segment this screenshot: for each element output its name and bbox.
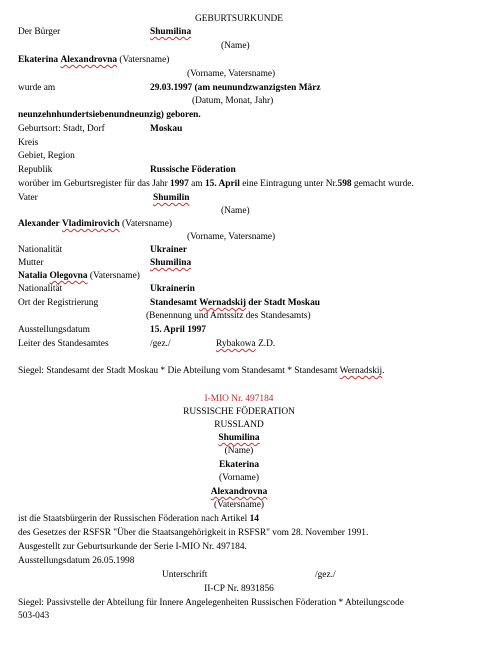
given-name: Ekaterina — [18, 55, 59, 65]
vorname-vatersname-hint: (Vorname, Vatersname) — [187, 69, 276, 79]
registry-office-text: Standesamt — [150, 298, 200, 308]
signature-gez-2: /gez./ — [315, 570, 336, 580]
full-name-line — [18, 55, 169, 66]
leiter-name — [216, 339, 275, 350]
citizen-patronymic-text: Alexandrovna — [210, 487, 268, 497]
mother-nationality: Ukrainerin — [150, 284, 195, 294]
mother-first-name: Natalia — [18, 271, 48, 281]
vater-label: Vater — [18, 193, 38, 203]
vatersname-hint: (Vatersname) — [89, 271, 140, 281]
siegel-text: . — [382, 366, 385, 376]
siegel-line-2: Siegel: Passivstelle der Abteilung für Innere Angelegenheiten Russischen Föderation * Abteilungscode — [18, 598, 404, 608]
mother-surname-text: Shumilina — [150, 258, 192, 268]
mother-surname — [150, 258, 191, 269]
registry-hint: (Benennung und Amtssitz des Standesamts) — [146, 311, 311, 321]
registry-office — [150, 298, 320, 309]
name-hint-2: (Name) — [221, 206, 250, 216]
citizen-patronymic — [0, 487, 478, 498]
father-surname-text: Shumilin — [153, 193, 190, 203]
register-date: 15. April — [204, 179, 240, 189]
citizen-text-3: Ausgestellt zur Geburtsurkunde der Serie I-MIO Nr. 497184. — [18, 542, 247, 552]
leiter-name-text: Rybakowa — [216, 339, 256, 349]
register-text: eine Eintragung unter Nr. — [239, 179, 338, 189]
citizen-date: Ausstellungsdatum 26.05.1998 — [18, 556, 135, 566]
nationalitaet-label-2: Nationalität — [18, 284, 63, 294]
gebiet-label: Gebiet, Region — [18, 151, 75, 161]
country-de: RUSSISCHE FÖDERATION — [183, 407, 295, 417]
patronymic: Alexandrovna — [60, 55, 118, 65]
register-text: worüber im Geburtsregister für das Jahr — [18, 179, 171, 189]
register-number: 598 — [337, 179, 352, 189]
citizen-text-2: des Gesetzes der RSFSR "Über die Staatsangehörigkeit in RSFSR" vom 28. November 1991. — [18, 528, 369, 538]
vatersname-hint-2: (Vatersname) — [214, 500, 264, 510]
birth-date: 29.03.1997 (am neunundzwanzigsten März — [150, 83, 321, 93]
republik-value: Russische Föderation — [150, 165, 236, 175]
vorname-vatersname-hint-2: (Vorname, Vatersname) — [187, 232, 276, 242]
document-title: GEBURTSURKUNDE — [195, 14, 283, 24]
name-hint-3: (Name) — [224, 446, 254, 456]
wurde-am-label: wurde am — [18, 83, 56, 93]
signature-gez: /gez./ — [150, 339, 171, 349]
department-code: 503-043 — [18, 611, 50, 621]
leiter-label: Leiter des Standesamtes — [18, 339, 109, 349]
vatersname-hint: (Vatersname) — [119, 55, 170, 65]
ort-label: Ort der Registrierung — [18, 298, 99, 308]
mother-patronymic: Olegovna — [49, 271, 88, 281]
mother-name-line — [18, 271, 140, 282]
birth-year-words: neunzehnhundertsiebenundneunzig) geboren. — [18, 110, 201, 120]
name-hint: (Name) — [221, 41, 250, 51]
issue-date: 15. April 1997 — [150, 325, 206, 335]
buerger-label: Der Bürger — [18, 27, 61, 37]
father-name-line — [18, 219, 172, 230]
register-text: am — [188, 179, 205, 189]
leiter-name-text: Z.D. — [255, 339, 276, 349]
registry-office-text: der Stadt Moskau — [245, 298, 321, 308]
register-year: 1997 — [170, 179, 189, 189]
father-first-name: Alexander — [18, 219, 60, 229]
citizen-text: ist die Staatsbürgerin der Russischen Föderation nach Artikel — [18, 514, 250, 524]
citizen-given-name: Ekaterina — [218, 460, 260, 470]
siegel-text: Wernadskij — [339, 366, 383, 376]
iicp-number: II-CP Nr. 8931856 — [204, 584, 274, 594]
ausstellungsdatum-label: Ausstellungsdatum — [18, 325, 90, 335]
father-surname — [153, 193, 189, 204]
mutter-label: Mutter — [18, 258, 44, 268]
serial-number: I-MIO Nr. 497184 — [204, 394, 274, 404]
surname-value — [150, 27, 191, 38]
vorname-hint: (Vorname) — [219, 473, 259, 483]
surname-text: Shumilina — [150, 27, 192, 37]
citizen-surname — [0, 433, 478, 444]
siegel-line-1 — [18, 366, 384, 377]
republik-label: Republik — [18, 165, 53, 175]
citizen-text-1 — [18, 514, 259, 525]
city-value: Moskau — [150, 124, 183, 134]
citizen-article: 14 — [249, 514, 259, 524]
geburtsort-label: Geburtsort: Stadt, Dorf — [18, 124, 105, 134]
date-hint: (Datum, Monat, Jahr) — [192, 96, 274, 106]
registry-office-text: Wernadskij — [199, 298, 246, 308]
vatersname-hint: (Vatersname) — [122, 219, 172, 229]
siegel-text: Siegel: Standesamt der Stadt Moskau * Die Abteilung vom Standesamt * Standesamt — [18, 366, 340, 376]
kreis-label: Kreis — [18, 138, 39, 148]
register-line — [18, 179, 414, 190]
father-nationality: Ukrainer — [150, 245, 187, 255]
register-text: gemacht wurde. — [351, 179, 414, 189]
country: RUSSLAND — [214, 420, 264, 430]
unterschrift-label: Unterschrift — [162, 570, 208, 580]
nationalitaet-label: Nationalität — [18, 245, 63, 255]
citizen-surname-text: Shumilina — [218, 433, 260, 443]
father-patronymic: Vladimirovich — [62, 219, 120, 229]
